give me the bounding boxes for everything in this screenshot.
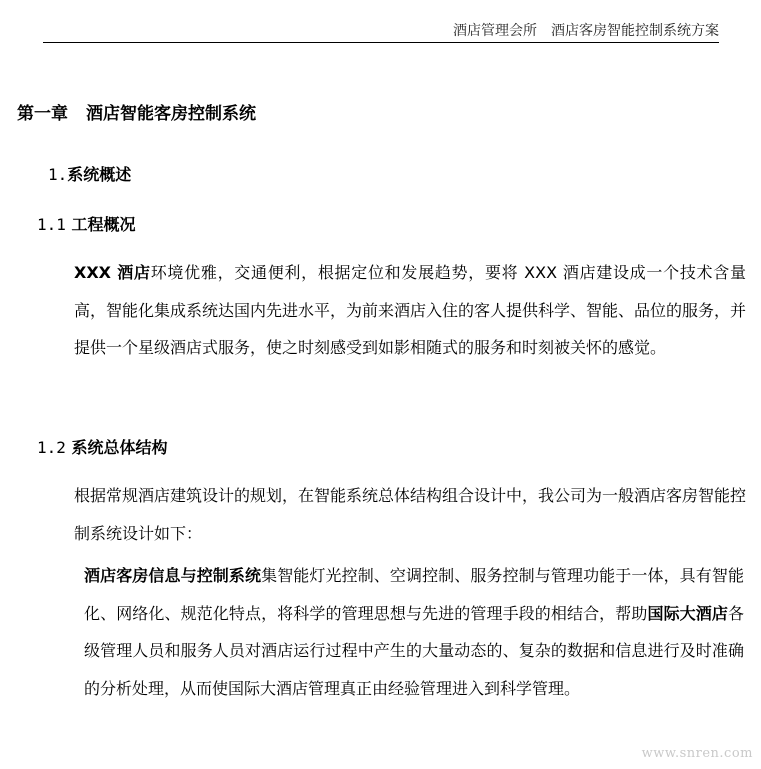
paragraph-lead: XXX 酒店 (74, 263, 151, 282)
page-header-text: 酒店管理会所 酒店客房智能控制系统方案 (453, 23, 719, 39)
watermark: www.snren.com (641, 746, 753, 761)
section-title: 系统总体结构 (71, 438, 168, 457)
chapter-heading (17, 99, 256, 124)
section-number: 1. (48, 165, 68, 184)
paragraph-system-description (50, 557, 744, 707)
paragraph-body: 根据常规酒店建筑设计的规划，在智能系统总体结构组合设计中，我公司为一般酒店客房智能控制系统设计如下： (74, 486, 747, 543)
section-heading-1-2 (37, 435, 168, 458)
chapter-number: 第一章 (17, 104, 68, 124)
paragraph-lead: 酒店客房信息与控制系统 (84, 566, 262, 585)
paragraph-body: 环境优雅，交通便利，根据定位和发展趋势，要将 XXX 酒店建设成一个技术含量高，智能化集成系统达国内先进水平，为前来酒店入住的客人提供科学、智能、品位的服务，并提供一个星级酒店式服务，使之时刻感受到如影相随式的服务和时刻被关怀的感觉。 (74, 263, 747, 357)
paragraph-body: 集智能灯光控制、空调控制、服务控制与管理功能于一体，具有智能化、网络化、规范化特点，将科学的管理思想与先进的管理手段的相结合，帮助 (84, 566, 744, 623)
section-number: 1.2 (37, 438, 66, 457)
section-heading-1 (48, 162, 131, 185)
paragraph-project-overview (40, 254, 746, 367)
paragraph-body: 各级管理人员和服务人员对酒店运行过程中产生的大量动态的、复杂的数据和信息进行及时准确的分析处理，从而使国际大酒店管理真正由经验管理进入到科学管理。 (84, 603, 744, 698)
header-rule (43, 42, 719, 43)
section-number: 1.1 (37, 215, 66, 234)
section-heading-1-1 (37, 212, 136, 235)
chapter-title: 酒店智能客房控制系统 (86, 104, 256, 124)
section-title: 系统概述 (67, 165, 132, 184)
paragraph-hotel-name: 国际大酒店 (647, 603, 728, 623)
section-title: 工程概况 (71, 215, 136, 234)
paragraph-system-structure (40, 477, 746, 552)
